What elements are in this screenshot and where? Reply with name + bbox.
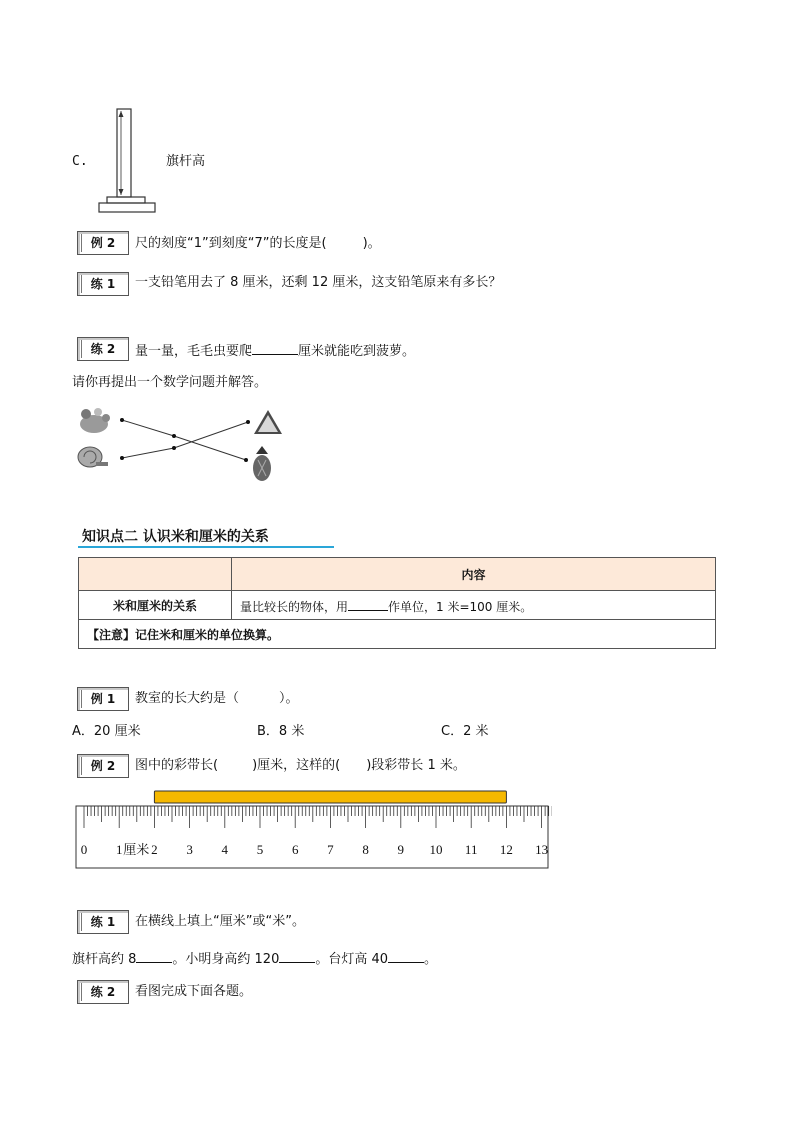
table-row-label: 米和厘米的关系 [79, 591, 232, 620]
answer-blank[interactable] [388, 948, 424, 963]
ruler-label: 6 [291, 842, 299, 857]
ruler-label: 1 [115, 842, 123, 857]
ribbon [154, 791, 506, 803]
ruler-label: 2 [151, 842, 158, 857]
ruler-label: 4 [221, 842, 229, 857]
watermelon-icon [254, 410, 282, 434]
ruler-label: 11 [464, 842, 478, 857]
knowledge-table [78, 557, 716, 649]
ruler-label: 12 [499, 842, 513, 857]
example-tag: 例 1 [77, 687, 129, 711]
example-tag: 例 2 [77, 231, 129, 255]
ruler-label: 3 [186, 842, 193, 857]
table-corner-cell [79, 558, 232, 591]
practice-tag: 练 2 [77, 337, 129, 361]
option-c-letter: C. [72, 154, 88, 169]
fill-line: 旗杆高约 8 。小明身高约 120 。台灯高 40 。 [72, 948, 437, 969]
practice-tag: 练 2 [77, 980, 129, 1004]
example-tag: 例 2 [77, 754, 129, 778]
option-c-caption: 旗杆高 [166, 154, 206, 169]
answer-blank[interactable] [136, 948, 172, 963]
section-underline [78, 546, 334, 548]
ruler-unit-label: 厘米 [123, 843, 150, 858]
table-note: 【注意】记住米和厘米的单位换算。 [79, 620, 716, 649]
table-header: 内容 [232, 558, 716, 591]
answer-blank[interactable] [252, 340, 298, 355]
ruler-label: 13 [535, 842, 549, 857]
question-text: 教室的长大约是（ ）。 [135, 691, 299, 706]
ruler-label: 8 [362, 842, 369, 857]
ruler-figure [74, 788, 552, 872]
answer-blank[interactable] [279, 948, 315, 963]
question-text: 一支铅笔用去了 8 厘米，还剩 12 厘米，这支铅笔原来有多长？ [135, 275, 502, 290]
pineapple-icon [253, 446, 271, 481]
practice-tag: 练 1 [77, 272, 129, 296]
question-text: 量一量，毛毛虫要爬 厘米就能吃到菠萝。 [135, 340, 415, 361]
question-text: 在横线上填上“厘米”或“米”。 [135, 914, 305, 929]
ruler-body [76, 806, 548, 868]
question-text: 图中的彩带长( )厘米，这样的( )段彩带长 1 米。 [135, 758, 466, 773]
option-a[interactable]: A．20 厘米 [72, 724, 141, 739]
option-c[interactable]: C．2 米 [441, 724, 489, 739]
followup-text: 请你再提出一个数学问题并解答。 [72, 375, 268, 390]
ruler-label: 9 [397, 842, 405, 857]
caterpillar-path-figure [76, 402, 286, 487]
caterpillar-icon [80, 408, 110, 433]
flagpole-figure [95, 105, 165, 215]
ruler-label: 10 [429, 842, 443, 857]
answer-blank[interactable] [348, 596, 388, 611]
table-row-content: 量比较长的物体，用 作单位，1 米=100 厘米。 [232, 591, 716, 620]
practice-tag: 练 1 [77, 910, 129, 934]
section-title: 知识点二 认识米和厘米的关系 [82, 529, 269, 545]
snail-icon [78, 447, 108, 467]
ruler-label: 5 [256, 842, 264, 857]
question-text: 看图完成下面各题。 [135, 984, 253, 999]
option-b[interactable]: B．8 米 [257, 724, 305, 739]
question-text: 尺的刻度“1”到刻度“7”的长度是( )。 [135, 236, 381, 251]
ruler-label: 7 [327, 842, 334, 857]
ruler-label: 0 [80, 842, 88, 857]
